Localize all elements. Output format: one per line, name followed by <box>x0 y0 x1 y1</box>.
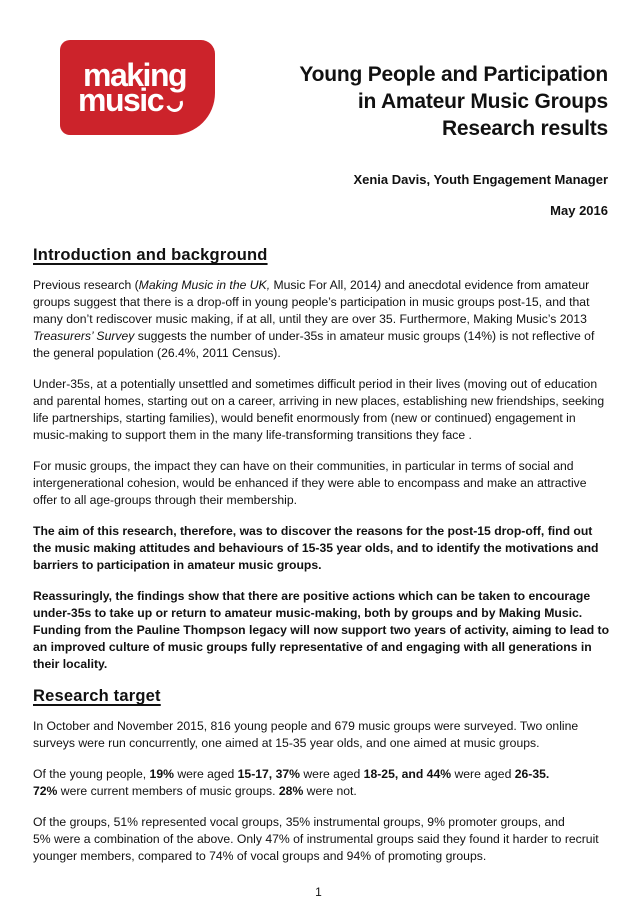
heading-introduction-and-background: Introduction and background <box>33 246 268 264</box>
para-under-35s-life-period: Under-35s, at a potentially unsettled and sometimes difficult period in their lives (moving out of education and parental homes, starting out on a career, arriving in new places, establishing new friendships, seeking life partnerships, starting families), would benefit enormously from (new or continued) engagement in music-making to support them in the many life-transforming transitions they face . <box>33 377 605 442</box>
logo-wordmark-line1: making <box>83 56 187 93</box>
logo-wordmark-line2-wrap <box>78 81 215 118</box>
making-music-logo <box>60 40 215 135</box>
para-reassuringly-findings: Reassuringly, the findings show that there are positive actions which can be taken to encourage under-35s to take up or return to amateur music-making, both by groups and by Making Music. Funding from the Pauline Thompson legacy will now support two years of activity, aiming to lead to an improved culture of music groups fully representative of and engaging with all generations in their locality. <box>33 589 610 671</box>
para-previous-research: Previous research (Making Music in the UK, Music For All, 2014) and anecdotal evidence from amateur groups suggest that there is a drop-off in young people’s participation in music groups post-15, and that many don’t rediscover music making, if at all, until they are over 35. Furthermore, Making Music’s 2013 Treasurers’ Survey suggests the number of under-35s in amateur music groups (14%) is not reflective of the general population (26.4%, 2011 Census). <box>33 278 595 360</box>
document-date: May 2016 <box>550 203 608 218</box>
para-research-aim: The aim of this research, therefore, was to discover the reasons for the post-15 drop-off, find out the music making attitudes and behaviours of 15-35 year olds, and to identify the motivations and barriers to participation in amateur music groups. <box>33 524 599 572</box>
para-young-people-ages: Of the young people, 19% were aged 15-17, 37% were aged 18-25, and 44% were aged 26-35. 72% were current members of music groups. 28% were not. <box>33 767 550 798</box>
section-research-target <box>33 687 608 865</box>
heading-research-target: Research target <box>33 687 161 705</box>
para-survey-overview: In October and November 2015, 816 young people and 679 music groups were surveyed. Two online surveys were run concurrently, one aimed at 15-35 year olds, and one aimed at music groups. <box>33 719 579 750</box>
para-groups-breakdown: Of the groups, 51% represented vocal groups, 35% instrumental groups, 9% promoter groups, and 5% were a combination of the above. Only 47% of instrumental groups said they found it harder to recruit younger members, compared to 74% of vocal groups and 94% of promoting groups. <box>33 815 599 863</box>
document-header <box>33 40 608 142</box>
logo-wordmark-line2: music <box>78 81 163 118</box>
logo-swirl-icon <box>163 92 186 115</box>
para-for-music-groups: For music groups, the impact they can have on their communities, in particular in terms of social and intergenerational cohesion, would be enhanced if they were able to encompass and make an attractive offer to all age-groups through their membership. <box>33 459 587 507</box>
author-byline: Xenia Davis, Youth Engagement Manager <box>353 172 608 187</box>
document-title <box>215 40 608 142</box>
section-introduction <box>33 246 608 673</box>
title-line-1: Young People and Participation <box>299 63 608 86</box>
page-number: 1 <box>315 885 322 899</box>
title-line-2: in Amateur Music Groups <box>357 90 608 113</box>
title-line-3: Research results <box>441 117 608 140</box>
